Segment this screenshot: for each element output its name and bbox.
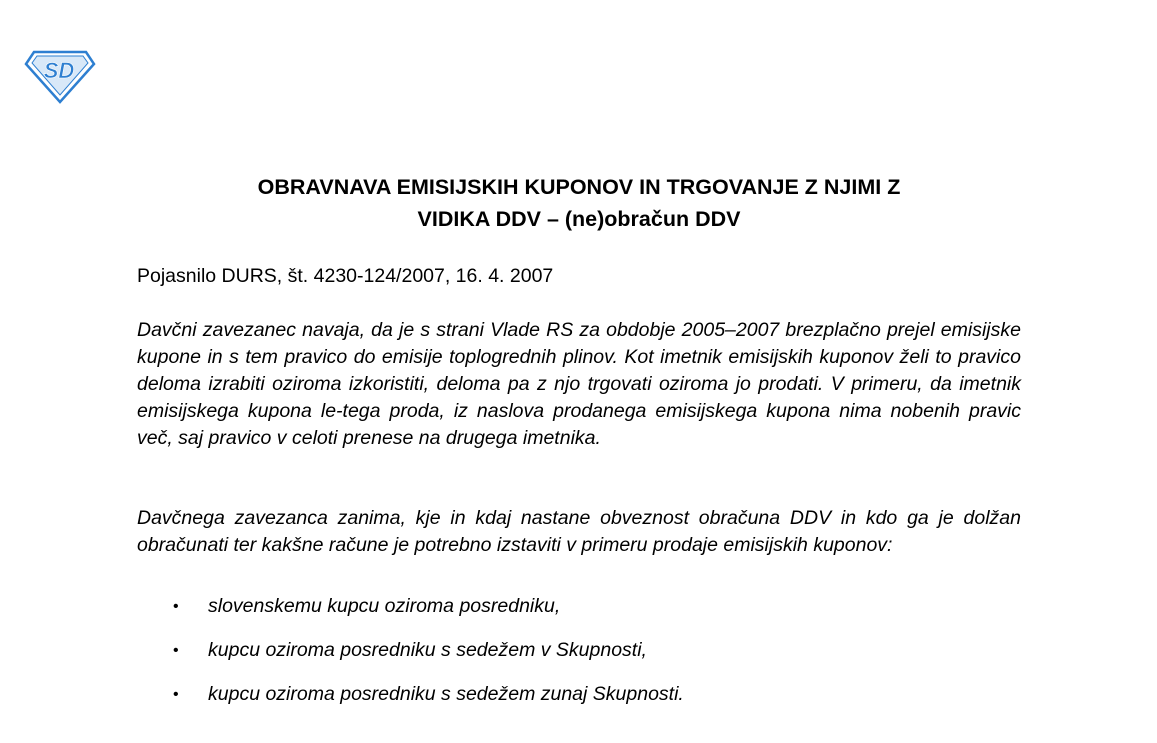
paragraph-description: Davčni zavezanec navaja, da je s strani Vlade RS za obdobje 2005–2007 brezplačno prejel emisijske kupone in s tem pravico do emisije toplogrednih plinov. Kot imetnik emisijskih kuponov želi to pravico deloma izrabiti oziroma izkoristiti, deloma pa z njo trgovati oziroma jo prodati. V primeru, da imetnik emisijskega kupona le-tega proda, iz naslova prodanega emisijskega kupona nima nobenih pravic več, saj pravico v celoti prenese na drugega imetnika. xyxy=(137,319,1021,449)
paragraph-question: Davčnega zavezanca zanima, kje in kdaj nastane obveznost obračuna DDV in kdo ga je dolžan obračunati ter kakšne račune je potrebno izstaviti v primeru prodaje emisijskih kuponov: xyxy=(137,507,1021,556)
list-item-text: kupcu oziroma posredniku s sedežem zunaj Skupnosti. xyxy=(208,683,684,705)
bullet-icon: • xyxy=(173,642,179,659)
title-line-2: VIDIKA DDV – (ne)obračun DDV xyxy=(417,207,741,231)
list-item xyxy=(137,593,1021,637)
bullet-icon: • xyxy=(173,598,179,615)
logo-lettering: SD xyxy=(43,58,75,83)
company-logo xyxy=(22,48,96,104)
list-item xyxy=(137,681,1021,725)
list-item xyxy=(137,637,1021,681)
document-title xyxy=(120,171,1038,235)
list-item-text: kupcu oziroma posredniku s sedežem v Skupnosti, xyxy=(208,639,647,661)
buyer-list xyxy=(137,593,1021,725)
source-reference: Pojasnilo DURS, št. 4230-124/2007, 16. 4. 2007 xyxy=(137,265,554,287)
title-line-1: OBRAVNAVA EMISIJSKIH KUPONOV IN TRGOVANJE Z NJIMI Z xyxy=(257,175,901,199)
list-item-text: slovenskemu kupcu oziroma posredniku, xyxy=(208,595,561,617)
bullet-icon: • xyxy=(173,686,179,703)
sd-logo-icon xyxy=(22,48,96,104)
